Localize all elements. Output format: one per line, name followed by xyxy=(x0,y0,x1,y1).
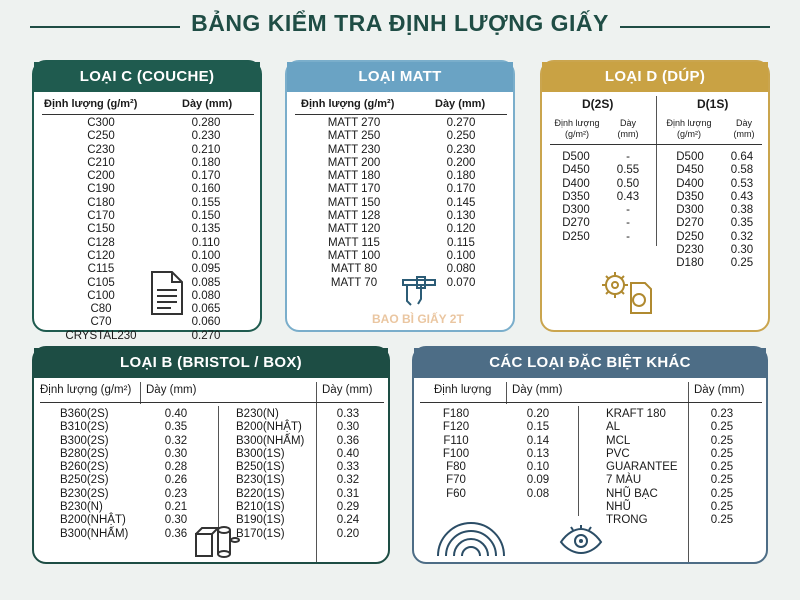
thickness-cell: - xyxy=(626,204,630,217)
thickness-cell: 0.110 xyxy=(192,236,220,249)
grade-cell: TRONG xyxy=(606,514,648,527)
grade-cell: KRAFT 180 xyxy=(606,408,666,420)
thickness-cell: 0.32 xyxy=(730,230,754,243)
grade-cell: 7 MÀU xyxy=(606,474,642,487)
thickness-cell: 0.25 xyxy=(710,514,734,527)
grade-cell: B170(1S) xyxy=(236,527,285,540)
grade-cell: B260(2S) xyxy=(60,461,109,474)
grade-cell: D270 xyxy=(676,217,704,230)
grade-cell: C190 xyxy=(87,183,115,196)
thickness-cell: 0.38 xyxy=(730,204,754,217)
card-loai-matt xyxy=(285,60,515,332)
thickness-cell: 0.43 xyxy=(730,190,754,203)
d2s-grade-list xyxy=(550,151,602,244)
thickness-cell: 0.080 xyxy=(446,263,476,276)
f-thickness-list xyxy=(514,408,562,501)
thickness-cell: 0.25 xyxy=(710,421,734,434)
grade-cell: C200 xyxy=(87,170,115,183)
thickness-cell: 0.31 xyxy=(336,487,360,500)
card-title: CÁC LOẠI ĐẶC BIỆT KHÁC xyxy=(414,348,766,378)
thickness-cell: 0.085 xyxy=(191,276,221,289)
thickness-cell: - xyxy=(626,230,630,243)
grade-cell: B310(2S) xyxy=(60,421,109,434)
thickness-cell: 0.35 xyxy=(164,421,188,434)
card-loai-c xyxy=(32,60,262,342)
thickness-cell: 0.32 xyxy=(336,474,360,487)
thickness-cell: 0.25 xyxy=(710,487,734,500)
grade-cell: MATT 115 xyxy=(328,236,380,249)
grade-cell: D350 xyxy=(562,190,590,203)
thickness-cell: 0.270 xyxy=(446,117,476,129)
grade-cell: MATT 200 xyxy=(327,156,381,169)
grade-cell: C230 xyxy=(87,143,115,156)
thickness-cell: 0.64 xyxy=(730,151,754,163)
thickness-cell: 0.29 xyxy=(336,501,360,514)
card-title: LOẠI MATT xyxy=(287,62,513,92)
grade-cell: MATT 270 xyxy=(327,117,381,129)
grade-cell: D250 xyxy=(562,230,590,243)
thickness-cell: 0.55 xyxy=(616,164,640,177)
grade-cell: B300(2S) xyxy=(60,434,109,447)
thickness-cell: 0.53 xyxy=(730,177,754,190)
grade-cell: MATT 80 xyxy=(330,263,378,276)
thickness-cell: 0.14 xyxy=(526,434,550,447)
grade-cell: D500 xyxy=(676,151,704,163)
header-rule xyxy=(295,114,507,115)
thickness-cell: 0.120 xyxy=(446,223,476,236)
grade-cell: D270 xyxy=(562,217,590,230)
grade-cell: D250 xyxy=(676,230,704,243)
grade-cell: D180 xyxy=(676,257,704,270)
thickness-cell: 0.10 xyxy=(526,461,550,474)
col-header-grade: Định lượng xyxy=(434,384,492,396)
thickness-cell: 0.135 xyxy=(191,223,221,236)
grade-cell: MATT 100 xyxy=(327,249,381,262)
grade-cell: B190(1S) xyxy=(236,514,285,527)
column-divider xyxy=(578,406,579,516)
grade-cell: B280(2S) xyxy=(60,447,109,460)
thickness-cell: 0.50 xyxy=(616,177,640,190)
grade-cell: C70 xyxy=(90,316,112,329)
grade-cell: D300 xyxy=(562,204,590,217)
thickness-cell: 0.180 xyxy=(446,170,476,183)
grade-cell: C210 xyxy=(87,156,115,169)
grade-cell: CRYSTAL230 xyxy=(65,329,137,342)
gears-icon xyxy=(597,267,657,315)
thickness-cell: 0.20 xyxy=(526,408,550,420)
grade-cell: D400 xyxy=(562,177,590,190)
thickness-cell: 0.26 xyxy=(164,474,188,487)
col-header-grade: Định lượng (g/m²) xyxy=(666,118,712,139)
grade-cell: NHŨ BẠC xyxy=(606,487,658,500)
column-divider xyxy=(656,96,657,246)
col-header-grade: Định lượng (g/m²) xyxy=(554,118,600,139)
subheader-d2s: D(2S) xyxy=(582,97,614,111)
thickness-cell: 0.150 xyxy=(191,210,221,223)
grade-cell: B250(2S) xyxy=(60,474,109,487)
thickness-cell: 0.060 xyxy=(191,316,221,329)
grade-cell: B300(NHẤM) xyxy=(60,527,129,540)
d1s-thickness-list xyxy=(724,151,760,271)
title-divider-left xyxy=(30,26,180,28)
thickness-cell: 0.25 xyxy=(710,461,734,474)
col-header-grade: Định lượng (g/m²) xyxy=(40,384,132,396)
grade-cell: C100 xyxy=(87,289,115,302)
grade-list xyxy=(309,117,399,290)
grade-cell: NHŨ xyxy=(606,501,631,514)
page-title: BẢNG KIỂM TRA ĐỊNH LƯỢNG GIẤY xyxy=(191,10,609,36)
thickness-cell: 0.170 xyxy=(446,183,476,196)
grade-cell: GUARANTEE xyxy=(606,461,678,474)
grade-cell: F110 xyxy=(443,434,469,447)
grade-cell: B300(1S) xyxy=(236,447,285,460)
grade-cell: C128 xyxy=(87,236,115,249)
grade-cell: B250(1S) xyxy=(236,461,285,474)
thickness-cell: 0.43 xyxy=(616,190,640,203)
thickness-cell: 0.40 xyxy=(164,408,188,420)
grade-cell: D500 xyxy=(562,151,590,163)
thickness-cell: 0.25 xyxy=(710,501,734,514)
thickness-cell: 0.230 xyxy=(191,130,221,143)
grade-cell: MATT 170 xyxy=(327,183,381,196)
thickness-cell: 0.095 xyxy=(191,263,221,276)
grade-cell: AL xyxy=(606,421,621,434)
thickness-cell: 0.30 xyxy=(164,514,188,527)
other-thickness-list xyxy=(700,408,744,528)
thickness-cell: 0.23 xyxy=(710,408,734,420)
thickness-cell: 0.115 xyxy=(447,236,475,249)
thickness-cell: 0.25 xyxy=(710,474,734,487)
thickness-cell: 0.155 xyxy=(191,196,221,209)
thickness-cell: 0.25 xyxy=(710,447,734,460)
thickness-cell: 0.25 xyxy=(730,257,754,270)
right-thickness-list xyxy=(326,408,370,541)
grade-cell: B230(1S) xyxy=(236,474,285,487)
col-header-thickness: Dày (mm) xyxy=(435,98,486,110)
thickness-cell: 0.28 xyxy=(164,461,188,474)
col-header-grade: Định lượng (g/m²) xyxy=(44,98,138,110)
thickness-cell: 0.25 xyxy=(710,434,734,447)
header-divider xyxy=(140,382,141,404)
grade-cell: C300 xyxy=(87,117,115,129)
grade-cell: F60 xyxy=(446,487,466,500)
grade-cell: F180 xyxy=(442,408,470,420)
header-rule xyxy=(42,114,254,115)
document-icon xyxy=(146,270,186,316)
thickness-cell: 0.270 xyxy=(191,329,221,342)
grade-cell: B230(N) xyxy=(60,501,103,514)
grade-cell: C115 xyxy=(87,263,115,276)
grade-cell: C250 xyxy=(87,130,115,143)
d1s-grade-list xyxy=(664,151,716,271)
thickness-cell: 0.170 xyxy=(191,170,221,183)
card-loai-d xyxy=(540,60,770,332)
thickness-cell: 0.070 xyxy=(446,276,476,289)
thickness-cell: 0.35 xyxy=(730,217,754,230)
grade-cell: D300 xyxy=(676,204,704,217)
thickness-cell: 0.23 xyxy=(164,487,188,500)
grade-cell: B200(NHẬT) xyxy=(236,421,302,434)
card-dac-biet xyxy=(412,346,768,564)
col-header-thickness: Dày (mm) xyxy=(146,384,197,396)
rainbow-arcs-icon xyxy=(434,512,508,558)
d2s-thickness-list xyxy=(610,151,646,244)
header-divider xyxy=(506,382,507,404)
thickness-cell: 0.15 xyxy=(526,421,550,434)
grade-cell: MATT 180 xyxy=(327,170,381,183)
card-title: LOẠI C (COUCHE) xyxy=(34,62,260,92)
grade-cell: B300(NHẤM) xyxy=(236,434,305,447)
thickness-cell: 0.065 xyxy=(191,303,221,316)
grade-cell: D350 xyxy=(676,190,704,203)
grade-cell: MATT 230 xyxy=(327,143,381,156)
grade-cell: B230(N) xyxy=(236,408,279,420)
col-header-thickness: Dày (mm) xyxy=(733,118,755,139)
col-header-thickness: Dày (mm) xyxy=(182,98,233,110)
grade-cell: C180 xyxy=(87,196,115,209)
thickness-cell: 0.210 xyxy=(191,143,221,156)
thickness-cell: 0.180 xyxy=(191,156,221,169)
thickness-cell: 0.250 xyxy=(446,130,476,143)
thickness-cell: 0.32 xyxy=(164,434,188,447)
thickness-cell: 0.13 xyxy=(526,447,550,460)
thickness-cell: 0.40 xyxy=(336,447,360,460)
grade-cell: C80 xyxy=(90,303,112,316)
thickness-cell: 0.100 xyxy=(191,249,221,262)
left-thickness-list xyxy=(154,408,198,541)
header-rule xyxy=(550,144,762,145)
grade-cell: C170 xyxy=(87,210,115,223)
grade-list xyxy=(56,117,146,343)
col-header-thickness: Dày (mm) xyxy=(617,118,639,139)
thickness-cell: 0.145 xyxy=(446,196,476,209)
grade-cell: D450 xyxy=(562,164,590,177)
thickness-cell: 0.100 xyxy=(446,249,476,262)
grade-cell: B230(2S) xyxy=(60,487,109,500)
left-grade-list xyxy=(60,408,150,541)
grade-cell: F70 xyxy=(446,474,466,487)
thickness-cell: 0.230 xyxy=(446,143,476,156)
thickness-cell: 0.09 xyxy=(526,474,550,487)
right-grade-list xyxy=(236,408,326,541)
thickness-cell: 0.160 xyxy=(191,183,221,196)
grade-cell: PVC xyxy=(606,447,630,460)
thickness-cell: 0.33 xyxy=(336,461,360,474)
caliper-icon xyxy=(399,274,439,310)
grade-cell: MATT 128 xyxy=(327,210,381,223)
thickness-cell: 0.24 xyxy=(336,514,360,527)
grade-cell: F80 xyxy=(446,461,466,474)
grade-cell: MATT 120 xyxy=(327,223,381,236)
grade-cell: MATT 150 xyxy=(327,196,381,209)
subheader-d1s: D(1S) xyxy=(697,97,729,111)
card-loai-b xyxy=(32,346,390,564)
col-header-thickness-2: Dày (mm) xyxy=(322,384,373,396)
thickness-cell: 0.33 xyxy=(336,408,360,420)
thickness-cell: 0.30 xyxy=(730,244,754,257)
grade-cell: B220(1S) xyxy=(236,487,285,500)
grade-cell: D450 xyxy=(676,164,704,177)
grade-cell: C105 xyxy=(87,276,115,289)
grade-cell: F100 xyxy=(442,447,470,460)
grade-cell: D230 xyxy=(676,244,704,257)
grade-cell: C150 xyxy=(87,223,115,236)
grade-cell: C120 xyxy=(87,249,115,262)
card-title: LOẠI D (DÚP) xyxy=(542,62,768,92)
eye-icon xyxy=(558,524,604,556)
grade-cell: D400 xyxy=(676,177,704,190)
thickness-cell: 0.36 xyxy=(164,527,188,540)
thickness-cell: 0.080 xyxy=(191,289,221,302)
thickness-cell: 0.200 xyxy=(446,156,476,169)
thickness-cell: 0.20 xyxy=(336,527,360,540)
paper-rolls-icon xyxy=(194,520,240,560)
thickness-cell: 0.30 xyxy=(164,447,188,460)
thickness-cell: - xyxy=(626,217,630,230)
thickness-cell: - xyxy=(626,151,630,163)
header-rule xyxy=(420,402,762,403)
col-header-thickness: Dày (mm) xyxy=(512,384,563,396)
thickness-cell: 0.30 xyxy=(336,421,360,434)
col-header-grade: Định lượng (g/m²) xyxy=(301,98,395,110)
grade-cell: F120 xyxy=(442,421,470,434)
title-divider-right xyxy=(620,26,770,28)
thickness-cell: 0.280 xyxy=(191,117,221,129)
thickness-cell: 0.21 xyxy=(164,501,188,514)
col-header-thickness-2: Dày (mm) xyxy=(694,384,745,396)
grade-cell: B200(NHẬT) xyxy=(60,514,126,527)
thickness-cell: 0.130 xyxy=(446,210,476,223)
watermark-text: BAO BÌ GIẤY 2T xyxy=(372,312,464,326)
header-rule xyxy=(40,402,384,403)
grade-cell: MCL xyxy=(606,434,631,447)
card-title: LOẠI B (BRISTOL / BOX) xyxy=(34,348,388,378)
grade-cell: B360(2S) xyxy=(60,408,109,420)
thickness-cell: 0.36 xyxy=(336,434,360,447)
other-grade-list xyxy=(606,408,692,528)
thickness-cell: 0.58 xyxy=(730,164,754,177)
grade-cell: B210(1S) xyxy=(236,501,285,514)
grade-cell: MATT 250 xyxy=(327,130,381,143)
f-grade-list xyxy=(426,408,486,501)
thickness-cell: 0.08 xyxy=(526,487,550,500)
grade-cell: MATT 70 xyxy=(330,276,378,289)
thickness-list xyxy=(429,117,493,290)
